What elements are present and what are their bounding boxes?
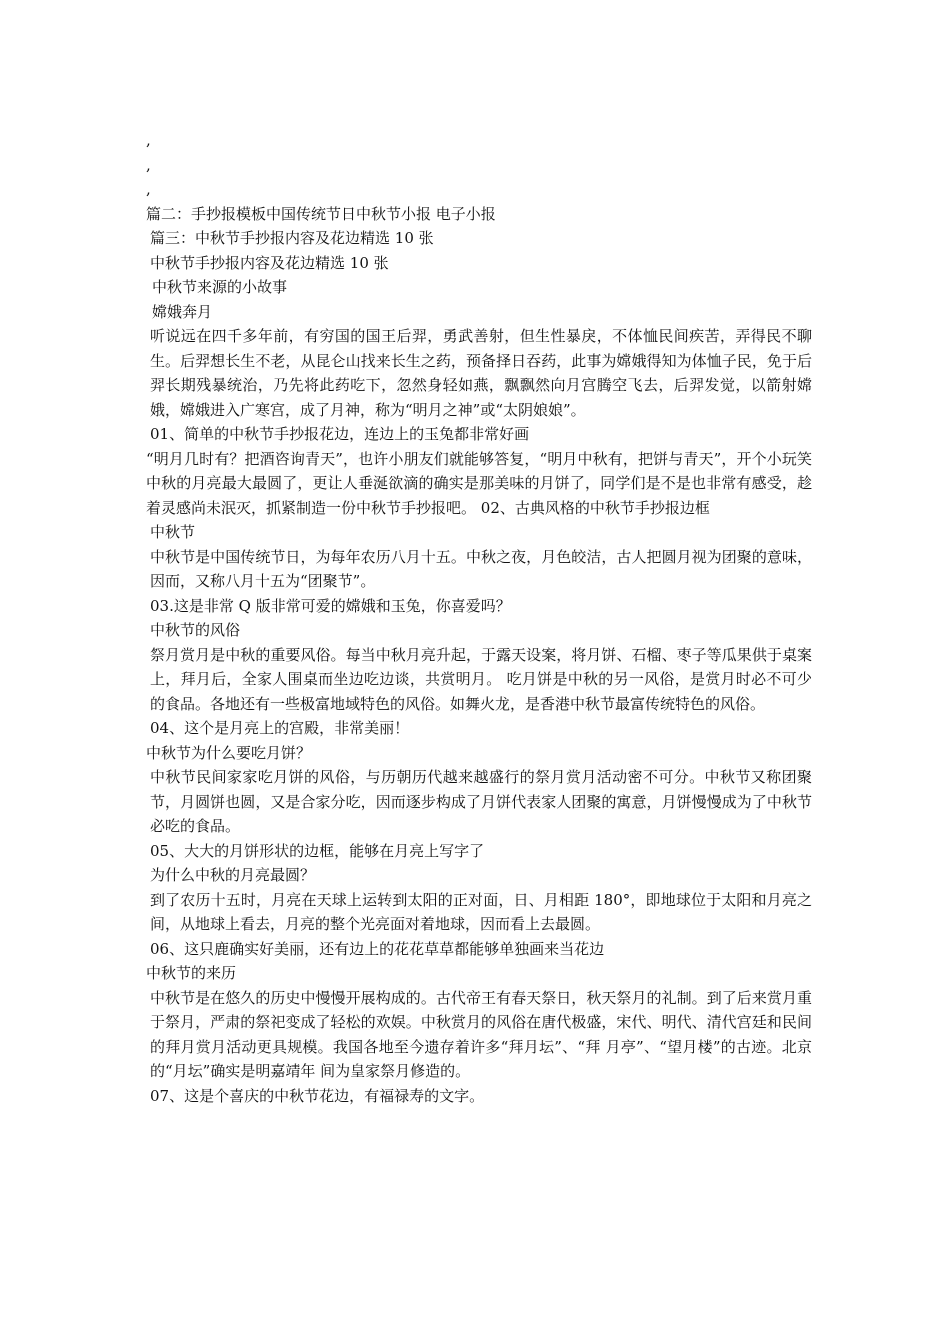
subheading: 中秋节 bbox=[150, 523, 196, 541]
subtitle: 中秋节手抄报内容及花边精选 10 张 bbox=[150, 253, 389, 272]
subheading: 中秋节的风俗 bbox=[150, 621, 241, 639]
stray-mark: , bbox=[146, 131, 151, 149]
stray-mark: , bbox=[146, 180, 151, 198]
section-heading: 篇三：中秋节手抄报内容及花边精选 10 张 bbox=[150, 229, 434, 247]
paragraph: 听说远在四千多年前，有穷国的国王后羿，勇武善射，但生性暴戾，不体恤民间疾苦，弄得民不聊生。后羿想长生不老，从昆仑山找来长生之药，预备择日吞药，此事为嫦娥得知为体恤子民，免于后羿长期残暴统治，乃先将此药吃下，忽然身轻如燕，飘飘然向月宫腾空飞去，后羿发觉，以箭射嫦娥，嫦娥进入广寒宫，成了月神，称为“明月之神”或“太阴娘娘”。 bbox=[150, 327, 812, 419]
paragraph: 中秋节民间家家吃月饼的风俗，与历朝历代越来越盛行的祭月赏月活动密不可分。中秋节又称团聚节，月圆饼也圆，又是合家分吃，因而逐步构成了月饼代表家人团聚的寓意，月饼慢慢成为了中秋节必吃的食品。 bbox=[150, 768, 812, 835]
caption: 01、简单的中秋节手抄报花边，连边上的玉兔都非常好画 bbox=[150, 425, 530, 443]
paragraph: 到了农历十五时，月亮在天球上运转到太阳的正对面，日、月相距 180°，即地球位于太阳和月亮之间，从地球上看去，月亮的整个光亮面对着地球，因而看上去最圆。 bbox=[150, 890, 812, 933]
caption: 05、大大的月饼形状的边框，能够在月亮上写字了 bbox=[150, 841, 485, 860]
caption: 07、这是个喜庆的中秋节花边，有福禄寿的文字。 bbox=[150, 1086, 485, 1105]
section-heading: 篇二：手抄报模板中国传统节日中秋节小报 电子小报 bbox=[146, 204, 496, 223]
subheading: 中秋节的来历 bbox=[146, 964, 237, 982]
caption: 04、这个是月亮上的宫殿，非常美丽！ bbox=[150, 719, 410, 737]
subheading: 中秋节为什么要吃月饼？ bbox=[146, 743, 312, 762]
paragraph: 中秋节是在悠久的历史中慢慢开展构成的。古代帝王有春天祭日，秋天祭月的礼制。到了后来赏月重于祭月，严肃的祭祀变成了轻松的欢娱。中秋赏月的风俗在唐代极盛，宋代、明代、清代宫廷和民间的拜月赏月活动更具规模。我国各地至今遗存着许多“拜月坛”、“拜 月亭”、“望月楼”的古迹。北京的“月坛”确实是明嘉靖年 间为皇家祭月修造的。 bbox=[150, 988, 812, 1080]
document-body bbox=[146, 128, 812, 1108]
caption: 03.这是非常 Q 版非常可爱的嫦娥和玉兔，你喜爱吗？ bbox=[150, 596, 511, 615]
paragraph: 中秋节是中国传统节日，为每年农历八月十五。中秋之夜，月色皎洁，古人把圆月视为团聚的意味，因而，又称八月十五为“团聚节”。 bbox=[150, 547, 812, 590]
paragraph: 祭月赏月是中秋的重要风俗。每当中秋月亮升起，于露天设案，将月饼、石榴、枣子等瓜果供于桌案上，拜月后，全家人围桌而坐边吃边谈，共赏明月。 吃月饼是中秋的另一风俗，是赏月时必不可少的食品。各地还有一些极富地域特色的风俗。如舞火龙，是香港中秋节最富传统特色的风俗。 bbox=[150, 645, 812, 713]
subheading: 嫦娥奔月 bbox=[152, 302, 213, 321]
stray-mark: , bbox=[146, 155, 151, 174]
subheading: 为什么中秋的月亮最圆？ bbox=[150, 866, 316, 884]
subheading: 中秋节来源的小故事 bbox=[152, 278, 288, 296]
caption: 06、这只鹿确实好美丽，还有边上的花花草草都能够单独画来当花边 bbox=[150, 939, 605, 958]
paragraph: “明月几时有？把酒咨询青天”，也许小朋友们就能够答复，“明月中秋有，把饼与青天”，开个小玩笑中秋的月亮最大最圆了，更让人垂涎欲滴的确实是那美味的月饼了，同学们是不是也非常有感受，趁着灵感尚未泯灭，抓紧制造一份中秋节手抄报吧。 02、古典风格的中秋节手抄报边框 bbox=[146, 449, 812, 517]
